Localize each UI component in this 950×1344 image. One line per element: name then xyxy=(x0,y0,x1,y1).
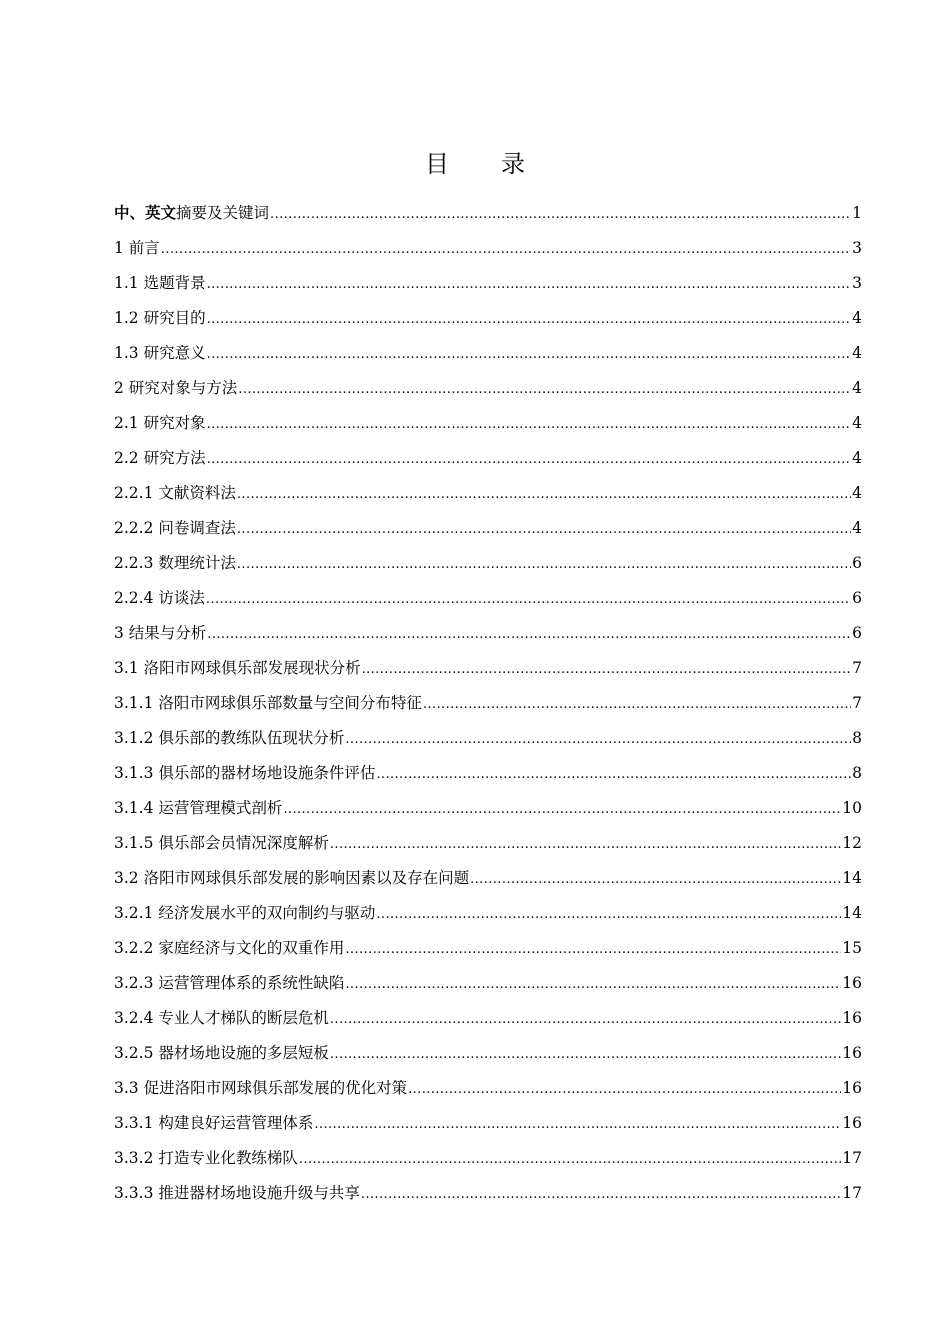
toc-entry-bold-label: 中、英文 xyxy=(114,204,177,222)
table-of-contents xyxy=(114,198,862,1213)
dot-leader xyxy=(207,410,852,440)
toc-entry-label: 3.3.1 构建良好运营管理体系 xyxy=(114,1114,314,1132)
toc-entry-label: 3.1 洛阳市网球俱乐部发展现状分析 xyxy=(114,659,361,677)
dot-leader xyxy=(376,900,841,930)
dot-leader xyxy=(330,1040,841,1070)
toc-entry-label: 3.1.1 洛阳市网球俱乐部数量与空间分布特征 xyxy=(114,694,422,712)
dot-leader xyxy=(237,480,851,510)
toc-entry-page: 7 xyxy=(852,659,862,677)
dot-leader xyxy=(362,655,852,685)
dot-leader xyxy=(330,1005,841,1035)
toc-entry-page: 4 xyxy=(852,309,862,327)
toc-entry-label: 1.3 研究意义 xyxy=(114,344,206,362)
dot-leader xyxy=(408,1075,841,1105)
toc-entry-page: 3 xyxy=(852,239,862,257)
toc-entry-label: 3.2.4 专业人才梯队的断层危机 xyxy=(114,1009,329,1027)
dot-leader xyxy=(299,1145,841,1175)
toc-entry[interactable] xyxy=(114,1108,862,1143)
toc-entry[interactable] xyxy=(114,338,862,373)
dot-leader xyxy=(314,1110,841,1140)
toc-entry[interactable] xyxy=(114,1178,862,1213)
toc-entry[interactable] xyxy=(114,443,862,478)
toc-entry-page: 16 xyxy=(842,1009,862,1027)
toc-entry-page: 17 xyxy=(842,1149,862,1167)
toc-entry-label: 3.3 促进洛阳市网球俱乐部发展的优化对策 xyxy=(114,1079,408,1097)
toc-entry[interactable] xyxy=(114,723,862,758)
dot-leader xyxy=(161,235,851,265)
dot-leader xyxy=(423,690,851,720)
toc-entry-page: 4 xyxy=(852,484,862,502)
toc-entry-page: 8 xyxy=(852,729,862,747)
toc-entry[interactable] xyxy=(114,933,862,968)
toc-entry-page: 6 xyxy=(852,554,862,572)
dot-leader xyxy=(270,200,851,230)
toc-entry[interactable] xyxy=(114,863,862,898)
toc-entry-label: 3.2.2 家庭经济与文化的双重作用 xyxy=(114,939,345,957)
title-char-1: 目 xyxy=(425,150,449,178)
toc-entry[interactable] xyxy=(114,303,862,338)
dot-leader xyxy=(207,270,852,300)
toc-entry[interactable] xyxy=(114,688,862,723)
toc-entry-page: 4 xyxy=(852,414,862,432)
toc-entry-page: 12 xyxy=(842,834,862,852)
toc-entry[interactable] xyxy=(114,758,862,793)
dot-leader xyxy=(345,970,841,1000)
toc-entry-label: 1.2 研究目的 xyxy=(114,309,206,327)
toc-entry-label: 2.2.3 数理统计法 xyxy=(114,554,236,572)
toc-entry[interactable] xyxy=(114,968,862,1003)
toc-entry-label: 3.2 洛阳市网球俱乐部发展的影响因素以及存在问题 xyxy=(114,869,470,887)
toc-entry-page: 16 xyxy=(842,974,862,992)
dot-leader xyxy=(330,830,841,860)
toc-entry-page: 10 xyxy=(842,799,862,817)
dot-leader xyxy=(207,445,852,475)
toc-entry[interactable] xyxy=(114,478,862,513)
dot-leader xyxy=(345,725,851,755)
toc-entry[interactable] xyxy=(114,793,862,828)
toc-entry-label: 3.3.2 打造专业化教练梯队 xyxy=(114,1149,298,1167)
title-char-2: 录 xyxy=(501,150,525,178)
toc-entry-label: 2.2.4 访谈法 xyxy=(114,589,205,607)
toc-entry-page: 7 xyxy=(852,694,862,712)
toc-entry-page: 16 xyxy=(842,1079,862,1097)
toc-entry-label: 2.2 研究方法 xyxy=(114,449,206,467)
toc-entry-label: 3.1.2 俱乐部的教练队伍现状分析 xyxy=(114,729,345,747)
page-title xyxy=(0,148,950,180)
toc-entry[interactable] xyxy=(114,268,862,303)
toc-entry-label: 3.2.5 器材场地设施的多层短板 xyxy=(114,1044,329,1062)
toc-entry-page: 1 xyxy=(852,204,862,222)
toc-entry-page: 6 xyxy=(852,589,862,607)
dot-leader xyxy=(237,550,851,580)
toc-entry[interactable] xyxy=(114,1143,862,1178)
toc-entry-page: 16 xyxy=(842,1044,862,1062)
toc-entry-page: 16 xyxy=(842,1114,862,1132)
toc-entry-label: 3.1.4 运营管理模式剖析 xyxy=(114,799,283,817)
dot-leader xyxy=(207,340,852,370)
toc-entry-label xyxy=(114,198,269,228)
toc-entry-label: 3.3.3 推进器材场地设施升级与共享 xyxy=(114,1184,360,1202)
toc-entry[interactable] xyxy=(114,1038,862,1073)
toc-entry-label: 3.2.3 运营管理体系的系统性缺陷 xyxy=(114,974,345,992)
toc-entry[interactable] xyxy=(114,1003,862,1038)
toc-entry[interactable] xyxy=(114,1073,862,1108)
dot-leader xyxy=(470,865,841,895)
toc-entry-label: 3.1.5 俱乐部会员情况深度解析 xyxy=(114,834,329,852)
toc-entry-page: 4 xyxy=(852,449,862,467)
toc-entry-page: 17 xyxy=(842,1184,862,1202)
toc-entry-label: 1 前言 xyxy=(114,239,160,257)
toc-entry[interactable] xyxy=(114,408,862,443)
toc-entry[interactable] xyxy=(114,373,862,408)
dot-leader xyxy=(361,1180,841,1210)
toc-entry-page: 8 xyxy=(852,764,862,782)
toc-entry-page: 3 xyxy=(852,274,862,292)
dot-leader xyxy=(376,760,851,790)
toc-entry-label: 3.2.1 经济发展水平的双向制约与驱动 xyxy=(114,904,376,922)
toc-entry-label: 3 结果与分析 xyxy=(114,624,207,642)
toc-entry[interactable] xyxy=(114,653,862,688)
toc-entry-page: 14 xyxy=(842,904,862,922)
toc-entry-page: 4 xyxy=(852,344,862,362)
toc-entry-page: 6 xyxy=(852,624,862,642)
dot-leader xyxy=(207,620,851,650)
toc-entry[interactable] xyxy=(114,548,862,583)
toc-entry[interactable] xyxy=(114,233,862,268)
toc-entry-label: 2.2.1 文献资料法 xyxy=(114,484,236,502)
toc-entry[interactable] xyxy=(114,618,862,653)
toc-entry-page: 15 xyxy=(842,939,862,957)
toc-entry[interactable] xyxy=(114,828,862,863)
toc-entry[interactable] xyxy=(114,898,862,933)
toc-entry-label-rest: 摘要及关键词 xyxy=(176,204,270,222)
toc-entry-label: 3.1.3 俱乐部的器材场地设施条件评估 xyxy=(114,764,376,782)
toc-entry-page: 4 xyxy=(852,519,862,537)
toc-entry-label: 1.1 选题背景 xyxy=(114,274,206,292)
dot-leader xyxy=(345,935,841,965)
toc-entry[interactable] xyxy=(114,583,862,618)
dot-leader xyxy=(238,375,851,405)
dot-leader xyxy=(237,515,851,545)
dot-leader xyxy=(283,795,841,825)
dot-leader xyxy=(207,305,852,335)
toc-entry[interactable] xyxy=(114,513,862,548)
toc-entry-page: 14 xyxy=(842,869,862,887)
toc-entry-page: 4 xyxy=(852,379,862,397)
toc-entry-abstract[interactable] xyxy=(114,198,862,233)
dot-leader xyxy=(206,585,851,615)
toc-entry-label: 2.2.2 问卷调查法 xyxy=(114,519,236,537)
toc-entry-label: 2 研究对象与方法 xyxy=(114,379,238,397)
toc-entry-label: 2.1 研究对象 xyxy=(114,414,206,432)
